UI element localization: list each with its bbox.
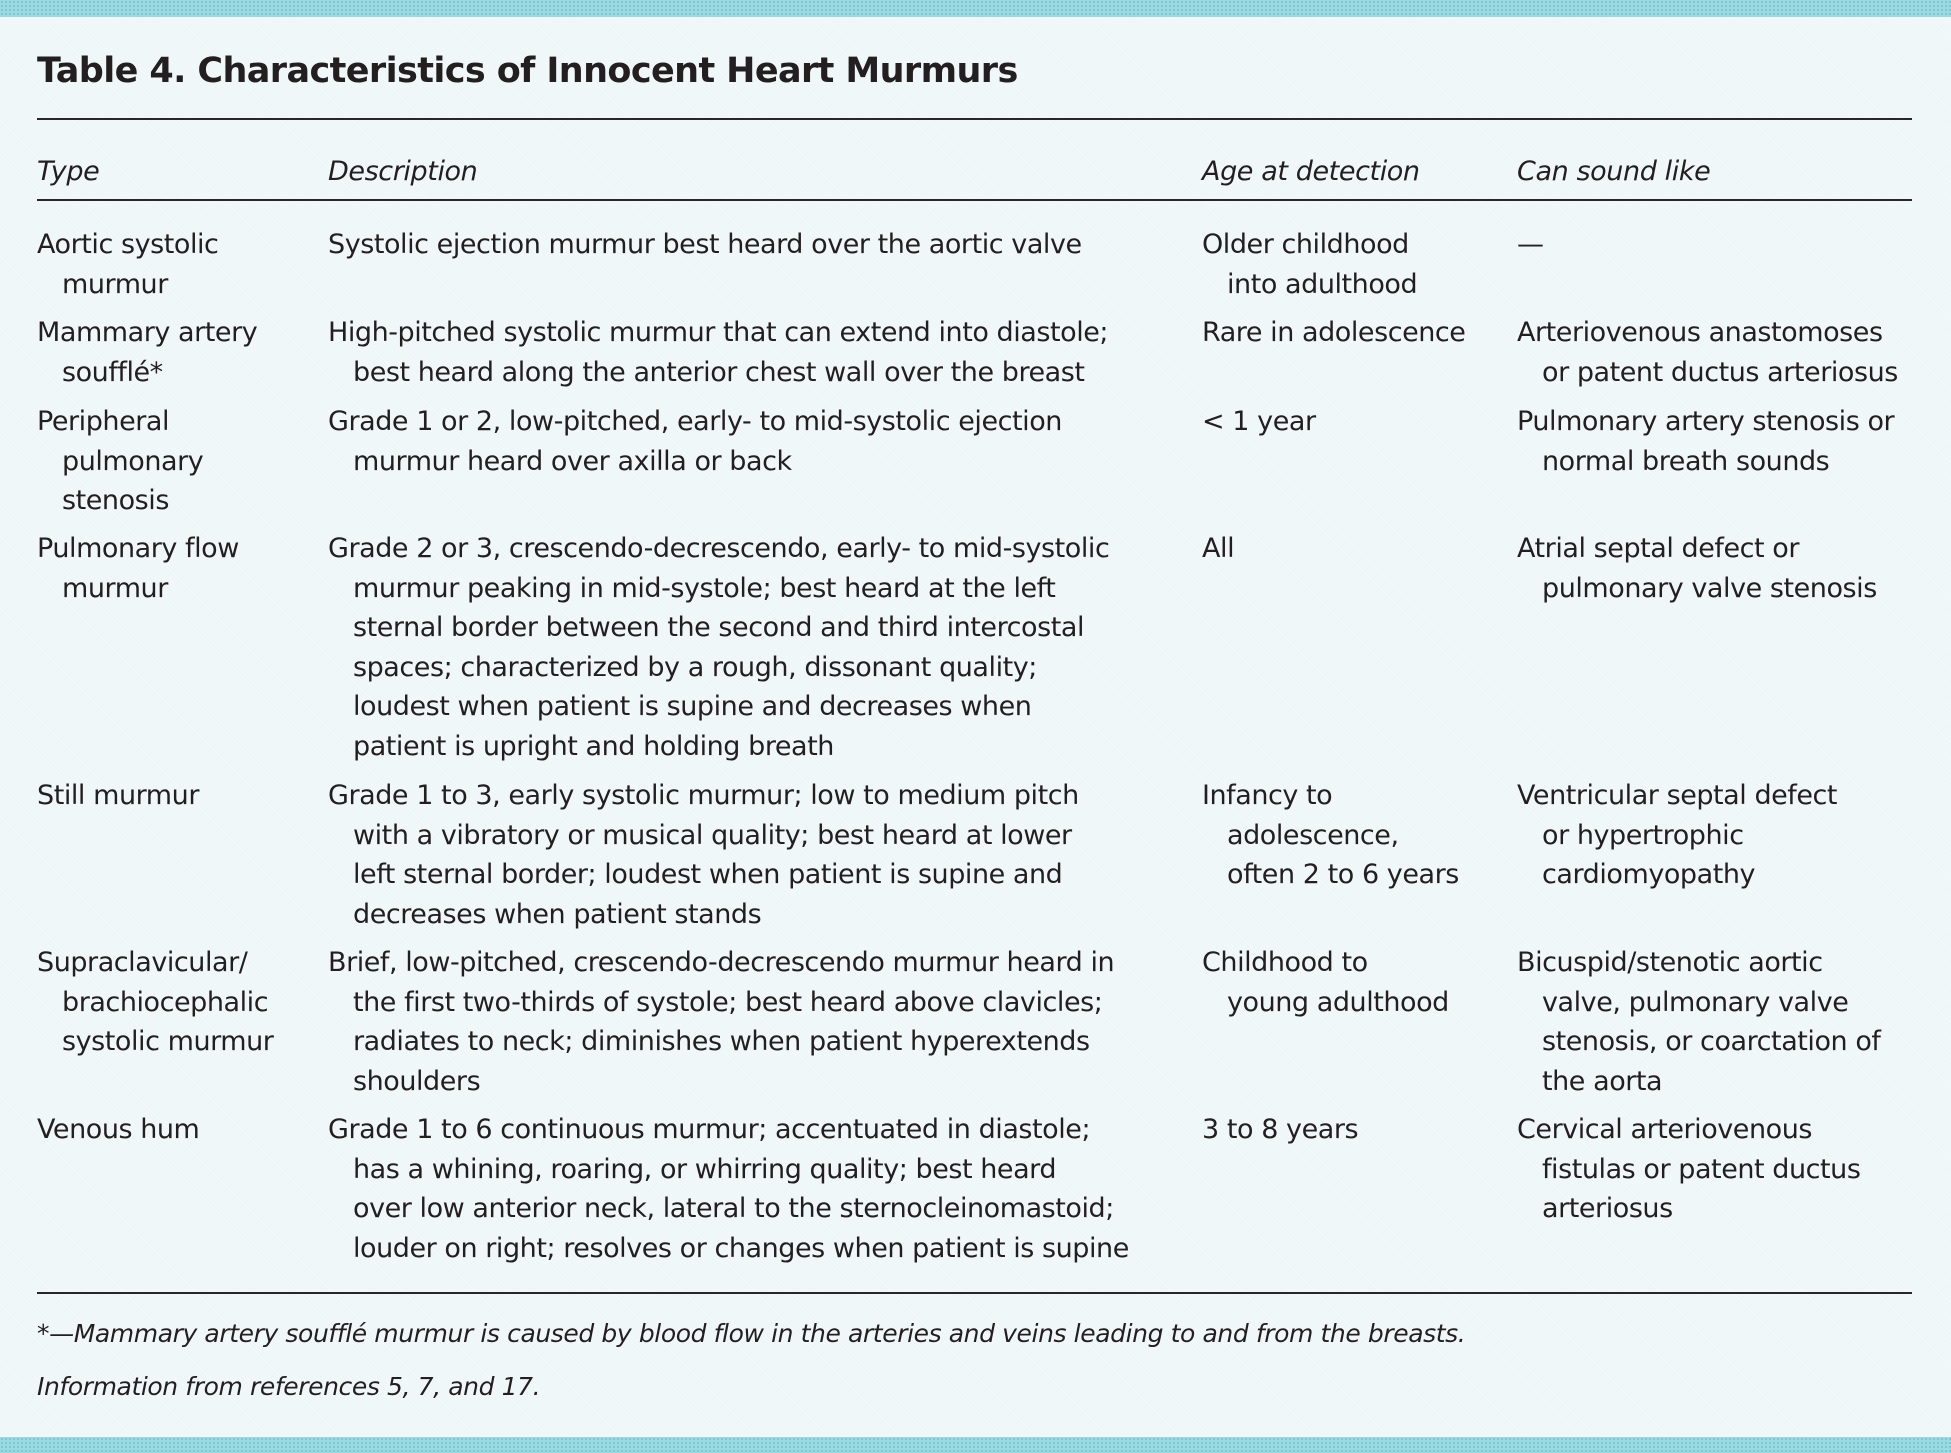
cell-line: Bicuspid/stenotic aortic <box>1517 947 1823 978</box>
cell-line: Mammary artery <box>37 317 258 348</box>
cell-line: Peripheral <box>37 406 170 437</box>
cell-line: Atrial septal defect or <box>1517 533 1799 564</box>
column-header-description: Description <box>328 156 478 187</box>
cell-can-sound-like <box>1517 776 1837 895</box>
cell-line: loudest when patient is supine and decreases when <box>353 691 1032 723</box>
cell-can-sound-like <box>1517 225 1544 265</box>
cell-line: Still murmur <box>37 780 199 811</box>
column-header-type: Type <box>37 156 100 187</box>
cell-line: Older childhood <box>1202 229 1409 260</box>
cell-line: young adulthood <box>1227 986 1449 1018</box>
cell-can-sound-like <box>1517 943 1880 1101</box>
cell-can-sound-like <box>1517 1110 1860 1229</box>
cell-type <box>37 529 239 608</box>
cell-line: systolic murmur <box>62 1026 274 1058</box>
cell-line: often 2 to 6 years <box>1227 859 1459 891</box>
column-header-age-at-detection: Age at detection <box>1202 156 1420 187</box>
cell-line: fistulas or patent ductus <box>1542 1153 1861 1185</box>
cell-line: < 1 year <box>1202 406 1316 437</box>
cell-age-at-detection <box>1202 402 1316 442</box>
bottom-decorative-band <box>0 1437 1951 1453</box>
cell-description <box>328 943 1114 1101</box>
cell-line: best heard along the anterior chest wall over the breast <box>353 356 1085 388</box>
cell-type <box>37 776 199 816</box>
cell-description <box>328 225 1082 265</box>
cell-age-at-detection <box>1202 225 1417 304</box>
cell-line: stenosis, or coarctation of <box>1542 1026 1881 1058</box>
cell-line: radiates to neck; diminishes when patient hyperextends <box>353 1026 1090 1058</box>
cell-line: Grade 2 or 3, crescendo-decrescendo, early- to mid-systolic <box>328 533 1110 564</box>
cell-line: or hypertrophic <box>1542 819 1744 851</box>
cell-age-at-detection <box>1202 776 1459 895</box>
cell-line: murmur <box>62 572 168 604</box>
cell-line: Rare in adolescence <box>1202 317 1466 348</box>
cell-line: the aorta <box>1542 1065 1663 1097</box>
cell-line: has a whining, roaring, or whirring quality; best heard <box>353 1153 1057 1185</box>
cell-description <box>328 776 1079 934</box>
footnote: *—Mammary artery soufflé murmur is caused by blood flow in the arteries and veins leading to and from the breasts. <box>37 1319 1466 1348</box>
cell-line: Pulmonary artery stenosis or <box>1517 406 1895 437</box>
cell-type <box>37 225 218 304</box>
cell-line: Arteriovenous anastomoses <box>1517 317 1883 348</box>
cell-line: murmur peaking in mid-systole; best heard at the left <box>353 572 1056 604</box>
cell-age-at-detection <box>1202 529 1234 569</box>
cell-line: soufflé* <box>62 356 163 388</box>
cell-age-at-detection <box>1202 943 1449 1022</box>
cell-can-sound-like <box>1517 402 1894 481</box>
cell-line: — <box>1517 229 1544 260</box>
cell-line: Infancy to <box>1202 780 1333 811</box>
cell-line: valve, pulmonary valve <box>1542 986 1849 1018</box>
cell-line: Pulmonary flow <box>37 533 239 564</box>
cell-line: Grade 1 or 2, low-pitched, early- to mid-systolic ejection <box>328 406 1062 437</box>
cell-line: brachiocephalic <box>62 986 269 1018</box>
cell-age-at-detection <box>1202 313 1465 353</box>
cell-line: Ventricular septal defect <box>1517 780 1838 811</box>
cell-line: the first two-thirds of systole; best heard above clavicles; <box>353 986 1103 1018</box>
column-header-can-sound-like: Can sound like <box>1517 156 1711 187</box>
cell-line: arteriosus <box>1542 1193 1673 1225</box>
cell-line: decreases when patient stands <box>353 898 762 930</box>
cell-line: with a vibratory or musical quality; best heard at lower <box>353 819 1072 851</box>
cell-type <box>37 313 257 392</box>
cell-line: over low anterior neck, lateral to the sternocleinomastoid; <box>353 1193 1114 1225</box>
cell-age-at-detection <box>1202 1110 1358 1150</box>
cell-line: into adulthood <box>1227 268 1418 300</box>
cell-line: Systolic ejection murmur best heard over the aortic valve <box>328 229 1082 260</box>
cell-line: Grade 1 to 3, early systolic murmur; low to medium pitch <box>328 780 1079 811</box>
cell-line: stenosis <box>62 485 169 517</box>
source-note: Information from references 5, 7, and 17. <box>37 1372 541 1401</box>
cell-type <box>37 1110 199 1150</box>
cell-description <box>328 1110 1129 1268</box>
cell-line: All <box>1202 533 1235 564</box>
cell-line: Brief, low-pitched, crescendo-decrescendo murmur heard in <box>328 947 1115 978</box>
cell-line: shoulders <box>353 1065 481 1097</box>
cell-line: murmur <box>62 268 168 300</box>
cell-line: normal breath sounds <box>1542 445 1830 477</box>
cell-line: murmur heard over axilla or back <box>353 445 792 477</box>
cell-can-sound-like <box>1517 313 1898 392</box>
cell-line: or patent ductus arteriosus <box>1542 356 1898 388</box>
cell-line: Childhood to <box>1202 947 1368 978</box>
cell-line: 3 to 8 years <box>1202 1114 1359 1145</box>
cell-line: Aortic systolic <box>37 229 219 260</box>
cell-description <box>328 402 1062 481</box>
cell-description <box>328 529 1109 767</box>
cell-type <box>37 402 203 521</box>
cell-line: Venous hum <box>37 1114 200 1145</box>
cell-line: spaces; characterized by a rough, dissonant quality; <box>353 651 1037 683</box>
cell-line: pulmonary valve stenosis <box>1542 572 1877 604</box>
cell-line: Cervical arteriovenous <box>1517 1114 1812 1145</box>
table-bottom-rule <box>37 1292 1912 1294</box>
cell-line: patient is upright and holding breath <box>353 730 834 762</box>
cell-line: Supraclavicular/ <box>37 947 248 978</box>
cell-line: High-pitched systolic murmur that can extend into diastole; <box>328 317 1109 348</box>
title-rule <box>37 118 1912 120</box>
top-decorative-band <box>0 0 1951 17</box>
cell-line: sternal border between the second and third intercostal <box>353 612 1085 644</box>
cell-line: Grade 1 to 6 continuous murmur; accentuated in diastole; <box>328 1114 1091 1145</box>
cell-line: louder on right; resolves or changes when patient is supine <box>353 1232 1129 1264</box>
table-title: Table 4. Characteristics of Innocent Heart Murmurs <box>37 51 1018 91</box>
cell-type <box>37 943 273 1062</box>
cell-description <box>328 313 1108 392</box>
header-rule <box>37 199 1912 201</box>
cell-line: cardiomyopathy <box>1542 859 1756 891</box>
cell-can-sound-like <box>1517 529 1877 608</box>
cell-line: adolescence, <box>1227 819 1399 851</box>
cell-line: left sternal border; loudest when patient is supine and <box>353 859 1063 891</box>
cell-line: pulmonary <box>62 445 204 477</box>
